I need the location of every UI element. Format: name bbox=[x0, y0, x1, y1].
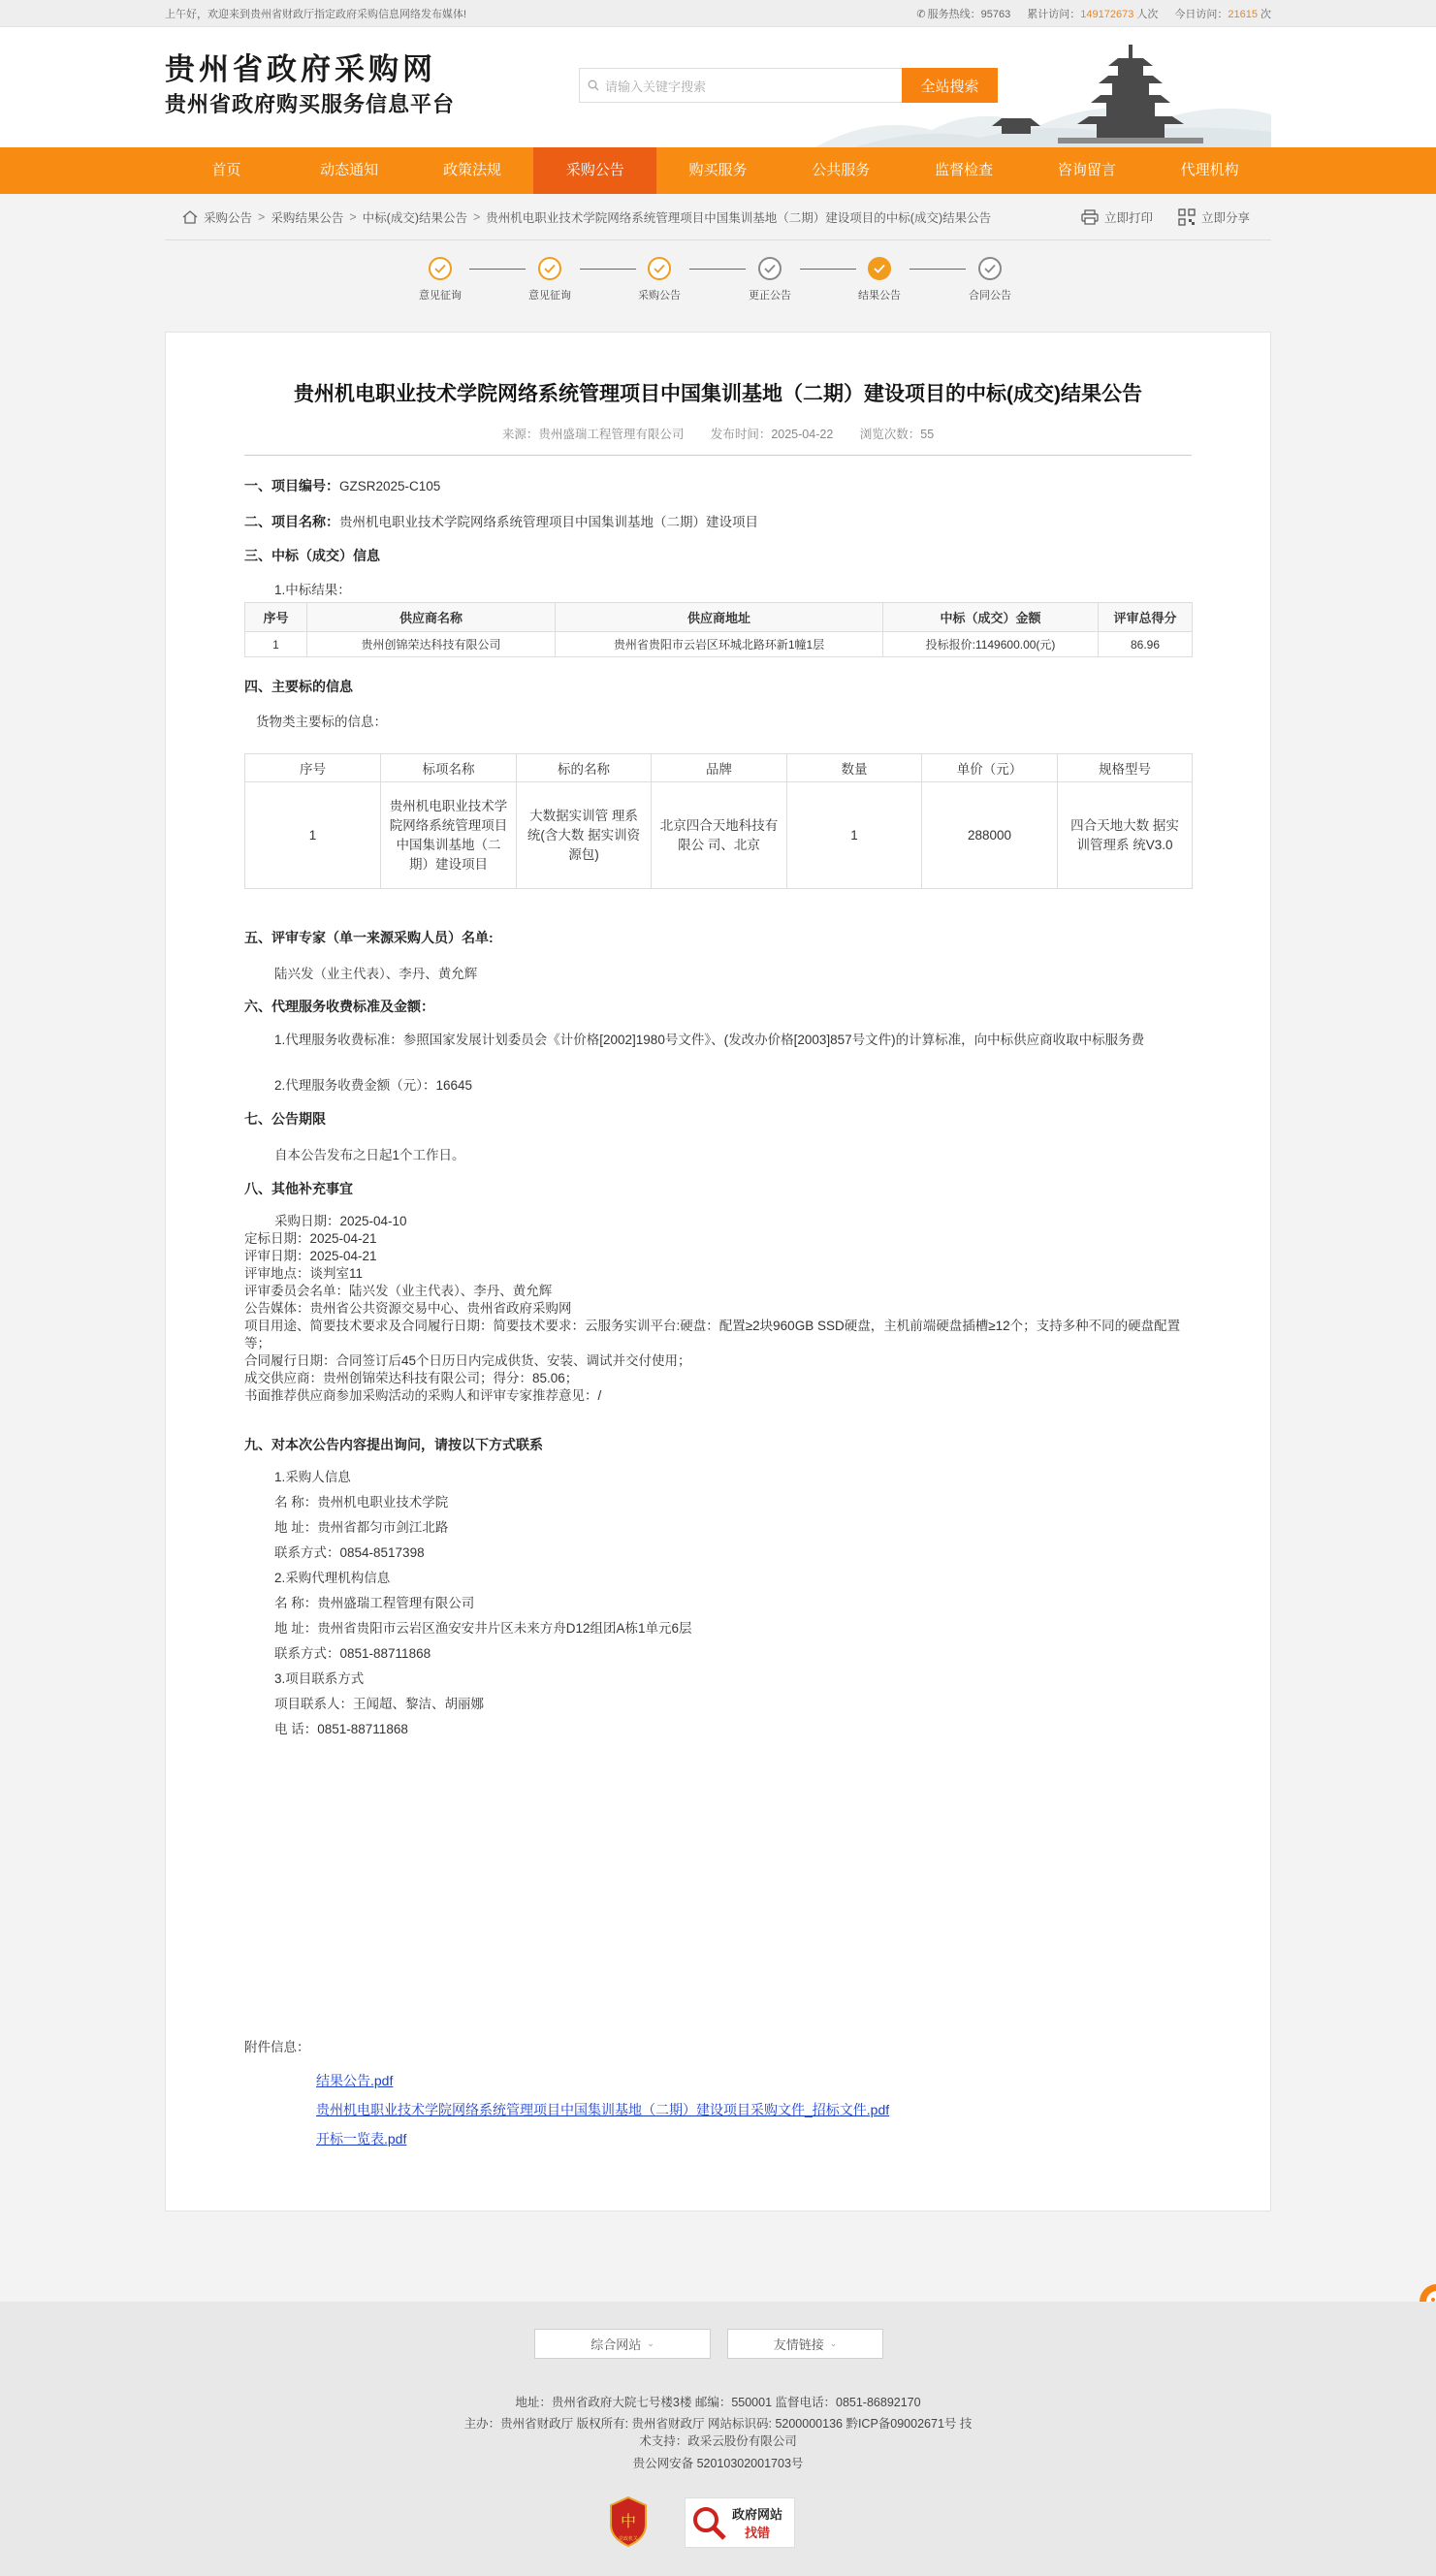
breadcrumb-item[interactable]: 中标(成交)结果公告 bbox=[362, 210, 467, 225]
nav-procurement[interactable]: 采购公告 bbox=[533, 147, 656, 194]
attachment-link[interactable]: 贵州机电职业技术学院网络系统管理项目中国集训基地（二期）建设项目采购文件_招标文件.pdf bbox=[316, 2102, 890, 2117]
total-visits: 149172673 bbox=[1080, 9, 1134, 20]
breadcrumb-item[interactable]: 采购结果公告 bbox=[271, 210, 344, 225]
step-item: 合同公告 bbox=[951, 257, 1029, 302]
contact-info: 1.采购人信息 名 称：贵州机电职业技术学院 地 址：贵州省都匀市剑江北路 联系方式：0854-8517398 2.采购代理机构信息 名 称：贵州盛瑞工程管理有限公司 地 址：贵州省贵阳市云岩区渔安安井片区未来方舟D12组团A栋1单元6层 联系方式：0851-88711868 3.项目联系方式 项目联系人：王闻超、黎洁、胡丽娜 电 话：0851-88711868 bbox=[274, 1470, 692, 1736]
site-title: 贵州省政府采购网 bbox=[165, 52, 436, 87]
step-item: 采购公告 bbox=[621, 257, 698, 302]
section-heading: 三、中标（成交）信息 bbox=[244, 548, 380, 563]
check-icon bbox=[429, 257, 452, 280]
section-heading: 二、项目名称： bbox=[244, 514, 339, 529]
footer-beian: 贵公网安备 52010302001703号 bbox=[632, 2457, 804, 2470]
fee-amount: 2.代理服务收费金额（元）：16645 bbox=[274, 1078, 473, 1093]
attachment-label: 附件信息： bbox=[244, 2040, 310, 2054]
result-subheading: 1.中标结果： bbox=[274, 583, 351, 597]
party-gov-badge[interactable] bbox=[607, 2496, 650, 2548]
footer-tech-support: 术支持：政采云股份有限公司 bbox=[639, 2434, 797, 2448]
header bbox=[0, 27, 1436, 147]
fee-standard: 1.代理服务收费标准：参照国家发展计划委员会《计价格[2002]1980号文件》、(发改办价格[2003]857号文件)的计算标准，向中标供应商收取中标服务费 bbox=[274, 1033, 1145, 1047]
footer-sponsor: 主办：贵州省财政厅 版权所有: 贵州省财政厅 网站标识码: 5200000136 黔ICP备09002671号 技 bbox=[463, 2417, 973, 2431]
hotline: 95763 bbox=[980, 9, 1011, 20]
check-icon bbox=[758, 257, 782, 280]
breadcrumb-bar bbox=[0, 194, 1436, 240]
gov-site-error-badge[interactable]: 政府网站 找错 bbox=[685, 2497, 795, 2548]
step-item: 意见征询 bbox=[511, 257, 589, 302]
home-icon[interactable] bbox=[182, 210, 198, 224]
article-views: 浏览次数：55 bbox=[859, 428, 935, 441]
nav-news[interactable]: 动态通知 bbox=[320, 162, 379, 178]
notice-period: 自本公告发布之日起1个工作日。 bbox=[274, 1148, 465, 1162]
site-subtitle: 贵州省政府购买服务信息平台 bbox=[165, 92, 456, 117]
magnifier-icon bbox=[689, 2503, 728, 2542]
attachment-link[interactable]: 开标一览表.pdf bbox=[316, 2131, 407, 2147]
nav-policy[interactable]: 政策法规 bbox=[442, 162, 501, 178]
breadcrumb-item[interactable]: 采购公告 bbox=[204, 210, 253, 225]
check-icon bbox=[978, 257, 1002, 280]
chevron-down-icon: ⌄ bbox=[829, 2338, 838, 2348]
nav-home[interactable]: 首页 bbox=[211, 162, 241, 178]
article-source: 来源：贵州盛瑞工程管理有限公司 bbox=[501, 428, 685, 441]
section-heading: 四、主要标的信息 bbox=[244, 679, 353, 694]
goods-table bbox=[244, 753, 1193, 889]
section-heading: 九、对本次公告内容提出询问，请按以下方式联系 bbox=[244, 1437, 543, 1452]
welcome-text: 上午好，欢迎来到贵州省财政厅指定政府采购信息网络发布媒体! bbox=[165, 9, 467, 20]
site-select[interactable]: 综合网站 ⌄ bbox=[534, 2329, 711, 2359]
article-title: 贵州机电职业技术学院网络系统管理项目中国集训基地（二期）建设项目的中标(成交)结果公告 bbox=[294, 383, 1142, 405]
supplementary-info: 采购日期：2025-04-10 定标日期：2025-04-21 评审日期：2025-04-21 评审地点：谈判室11 评审委员会名单：陆兴发（业主代表）、李丹、黄允辉 公告媒体：贵州省公共资源交易中心、贵州省政府采购网 项目用途、简要技术要求及合同履行日期：简要技术要求：云服务实训平台:硬盘：配置≥2块960GB SSD硬盘，主机前端硬盘插槽≥12个；支持多种不同的硬盘配置等； 合同履行日期：合同签订后45个日历日内完成供货、安装、调试并交付使用； 成交供应商：贵州创锦荣达科技有限公司；得分：85.06； 书面推荐供应商参加采购活动的采购人和评审专家推荐意见：/ bbox=[244, 1214, 1181, 1403]
pagoda-illustration bbox=[815, 37, 1271, 147]
svg-text:党政机关: 党政机关 bbox=[618, 2536, 639, 2542]
project-number: GZSR2025-C105 bbox=[339, 479, 441, 493]
phone-icon: ✆ bbox=[916, 9, 926, 20]
attachment-list bbox=[316, 2071, 889, 2158]
check-icon bbox=[648, 257, 671, 280]
check-icon bbox=[868, 257, 891, 280]
search-button[interactable]: 全站搜索 bbox=[902, 68, 998, 103]
section-heading: 八、其他补充事宜 bbox=[244, 1181, 353, 1196]
section-heading: 六、代理服务收费标准及金额： bbox=[244, 999, 434, 1014]
nav-supervision[interactable]: 监督检查 bbox=[935, 162, 994, 178]
section-heading: 一、项目编号： bbox=[244, 478, 339, 493]
share-button[interactable]: 立即分享 bbox=[1178, 208, 1250, 226]
table-row: 1 贵州机电职业技术学院网络系统管理项目中国集训基地（二期）建设项目 大数据实训管 理系统(含大数 据实训资源包) 北京四合天地科技有限公 司、北京 1 288000 四合天地大数 据实训管理系 统V3.0 bbox=[245, 782, 1193, 889]
top-bar bbox=[0, 0, 1436, 27]
step-item: 更正公告 bbox=[731, 257, 809, 302]
nav-consult[interactable]: 咨询留言 bbox=[1057, 162, 1116, 178]
attachment-link[interactable]: 结果公告.pdf bbox=[316, 2073, 394, 2088]
search-icon bbox=[588, 80, 599, 91]
printer-icon bbox=[1081, 209, 1099, 225]
table-row: 1 贵州创锦荣达科技有限公司 贵州省贵阳市云岩区环城北路环新1幢1层 投标报价:1149600.00(元) 86.96 bbox=[245, 632, 1193, 657]
breadcrumb: 采购公告 > 采购结果公告 > 中标(成交)结果公告 > 贵州机电职业技术学院网络系统管理项目中国集训基地（二期）建设项目的中标(成交)结果公告 bbox=[165, 208, 991, 226]
links-select[interactable]: 友情链接 ⌄ bbox=[727, 2329, 883, 2359]
divider bbox=[244, 455, 1192, 456]
footer bbox=[0, 2302, 1436, 2576]
nav-public-service[interactable]: 公共服务 bbox=[812, 162, 871, 178]
step-item-current: 结果公告 bbox=[841, 257, 918, 302]
article-date: 发布时间：2025-04-22 bbox=[710, 428, 834, 441]
goods-subheading: 货物类主要标的信息： bbox=[256, 715, 387, 729]
article-meta bbox=[244, 425, 1192, 442]
article-card bbox=[165, 332, 1271, 2211]
visit-stats: ✆ 服务热线：95763 累计访问：149172673 人次 今日访问：21615 次 bbox=[916, 9, 1271, 20]
qrcode-icon bbox=[1178, 208, 1196, 226]
award-table bbox=[244, 602, 1193, 657]
search-input[interactable]: 请输入关键字搜索 bbox=[579, 68, 902, 103]
step-item: 意见征询 bbox=[401, 257, 479, 302]
chevron-down-icon: ⌄ bbox=[647, 2338, 654, 2348]
nav-agency[interactable]: 代理机构 bbox=[1180, 162, 1239, 178]
nav-purchase-service[interactable]: 购买服务 bbox=[688, 162, 748, 178]
print-button[interactable]: 立即打印 bbox=[1081, 208, 1153, 226]
footer-address: 地址：贵州省政府大院七号楼3楼 邮编：550001 监督电话：0851-86892170 bbox=[515, 2396, 921, 2409]
section-heading: 七、公告期限 bbox=[244, 1111, 326, 1127]
table-header-row: 序号 标项名称 标的名称 品牌 数量 单价（元） 规格型号 bbox=[245, 754, 1193, 782]
table-header-row: 序号 供应商名称 供应商地址 中标（成交）金额 评审总得分 bbox=[245, 603, 1193, 632]
check-icon bbox=[538, 257, 561, 280]
section-heading: 五、评审专家（单一来源采购人员）名单: bbox=[244, 930, 494, 945]
emblem-icon bbox=[607, 2496, 650, 2548]
today-visits: 21615 bbox=[1228, 9, 1258, 20]
process-steps bbox=[165, 240, 1271, 335]
expert-list: 陆兴发（业主代表）、李丹、黄允辉 bbox=[274, 967, 478, 981]
breadcrumb-current: 贵州机电职业技术学院网络系统管理项目中国集训基地（二期）建设项目的中标(成交)结果公告 bbox=[486, 210, 992, 225]
site-logo[interactable] bbox=[165, 50, 455, 120]
main-nav bbox=[0, 147, 1436, 194]
project-name: 贵州机电职业技术学院网络系统管理项目中国集训基地（二期）建设项目 bbox=[339, 515, 758, 529]
svg-text:中: 中 bbox=[620, 2512, 637, 2530]
